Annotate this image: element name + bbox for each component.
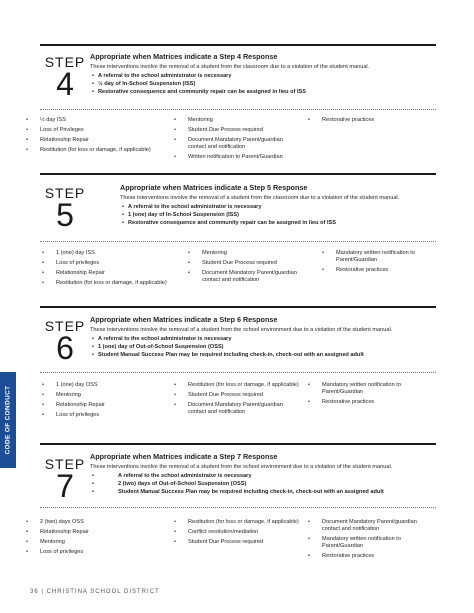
- interventions-col-2: [174, 382, 300, 419]
- intervention-item: • Restorative practices: [308, 117, 436, 124]
- intervention-item: • Relationship Repair: [26, 529, 154, 536]
- interventions-col-3: [322, 250, 436, 277]
- step-title: Appropriate when Matrices indicate a Step 5 Response: [120, 183, 308, 192]
- intervention-item: • Loss of privileges: [42, 412, 168, 419]
- intervention-item: • Student Due Process required: [174, 127, 300, 134]
- requirement-item: • A referral to the school administrator is necessary: [120, 203, 436, 211]
- step-4-content: [90, 52, 436, 96]
- step-number: 4: [56, 66, 74, 102]
- step-7-content: [90, 452, 436, 496]
- intervention-item: • Loss of Privileges: [26, 127, 154, 134]
- requirement-item: • Student Manual Success Plan may be required including check-in, check-out with an assigned adult: [90, 488, 436, 496]
- step-title: Appropriate when Matrices indicate a Step 7 Response: [90, 452, 278, 461]
- step-title: Appropriate when Matrices indicate a Step 4 Response: [90, 52, 278, 61]
- interventions-col-1: [26, 519, 154, 559]
- step-word: STEP: [44, 185, 86, 201]
- step-5-label: [40, 185, 90, 233]
- step-description: These interventions involve the removal of a student from the classroom due to a violation of the student manual.: [120, 195, 400, 201]
- intervention-item: • 1 (one) day OSS: [42, 382, 168, 389]
- intervention-item: • Relationship Repair: [42, 270, 168, 277]
- divider: [40, 109, 436, 110]
- intervention-item: • Restorative practices: [322, 267, 436, 274]
- intervention-item: • Document Mandatory Parent/guardian contact and notification: [308, 519, 436, 533]
- step-requirements: [120, 203, 436, 227]
- code-of-conduct-tab: [0, 372, 16, 468]
- intervention-item: • Loss of privileges: [42, 260, 168, 267]
- step-number: 5: [56, 197, 74, 233]
- step-word: STEP: [44, 456, 86, 472]
- step-4-label: [40, 54, 90, 102]
- step-requirements: [90, 72, 436, 96]
- intervention-item: • Restitution (for loss or damage, if applicable): [174, 519, 300, 526]
- step-5-top-rule: [40, 173, 436, 175]
- interventions-col-3: [308, 519, 436, 563]
- intervention-item: • Student Due Process required: [174, 392, 300, 399]
- requirement-item: • 1 (one) day of In-School Suspension (ISS): [120, 211, 436, 219]
- intervention-item: • Restorative practices: [308, 399, 436, 406]
- requirement-item: • Restorative consequence and community repair can be assigned in lieu of ISS: [120, 219, 436, 227]
- intervention-item: • Mandatory written notification to Parent/Guardian: [322, 250, 436, 264]
- intervention-item: • Restitution (for loss or damage, if applicable): [174, 382, 300, 389]
- step-title: Appropriate when Matrices indicate a Step 6 Response: [90, 315, 278, 324]
- divider: [40, 507, 436, 508]
- interventions-col-3: [308, 117, 436, 127]
- intervention-item: • Restitution (for loss or damage, if applicable): [42, 280, 168, 287]
- requirement-item: • 1 (one) day of Out-of-School Suspension (OSS): [90, 343, 436, 351]
- requirement-item: • ½ day of In-School Suspension (ISS): [90, 80, 436, 88]
- step-requirements: [90, 335, 436, 359]
- intervention-item: • Document Mandatory Parent/guardian contact and notification: [188, 270, 310, 284]
- side-tab-label: CODE OF CONDUCT: [4, 385, 12, 455]
- divider: [40, 372, 436, 373]
- intervention-item: • ½ day ISS: [26, 117, 154, 124]
- interventions-col-3: [308, 382, 436, 409]
- step-6-top-rule: [40, 306, 436, 308]
- intervention-item: • Mandatory written notification to Parent/Guardian: [308, 382, 436, 396]
- intervention-item: • Mandatory written notification to Parent/Guardian: [308, 536, 436, 550]
- step-description: These interventions involve the removal of a student from the school environment due to a violation of the student manual.: [90, 327, 393, 333]
- requirement-item: • A referral to the school administrator is necessary: [90, 472, 436, 480]
- step-word: STEP: [44, 318, 86, 334]
- step-7-top-rule: [40, 443, 436, 445]
- intervention-item: • Relationship Repair: [26, 137, 154, 144]
- intervention-item: • Mentoring: [42, 392, 168, 399]
- requirement-item: • A referral to the school administrator is necessary: [90, 335, 436, 343]
- intervention-item: • Restorative practices: [308, 553, 436, 560]
- intervention-item: • Student Due Process required: [174, 539, 300, 546]
- requirement-item: • 2 (two) days of Out-of-School Suspension (OSS): [90, 480, 436, 488]
- divider: [40, 241, 436, 242]
- interventions-col-1: [42, 250, 168, 290]
- interventions-col-1: [26, 117, 154, 157]
- step-5-content: [120, 183, 436, 227]
- intervention-item: • Mentoring: [26, 539, 154, 546]
- intervention-item: • Conflict resolution/mediation: [174, 529, 300, 536]
- intervention-item: • Mentoring: [174, 117, 300, 124]
- intervention-item: • Mentoring: [188, 250, 310, 257]
- intervention-item: • Student Due Process required: [188, 260, 310, 267]
- intervention-item: • 1 (one) day ISS: [42, 250, 168, 257]
- step-requirements: [90, 472, 436, 496]
- step-word: STEP: [44, 54, 86, 70]
- step-6-label: [40, 318, 90, 366]
- step-7-label: [40, 456, 90, 504]
- interventions-col-2: [174, 117, 300, 164]
- step-4-top-rule: [40, 44, 436, 46]
- intervention-item: • Document Mandatory Parent/guardian contact and notification: [174, 402, 300, 416]
- intervention-item: • Loss of privileges: [26, 549, 154, 556]
- page-footer: 36 | CHRISTINA SCHOOL DISTRICT: [30, 589, 160, 595]
- intervention-item: • Written notification to Parent/Guardian: [174, 154, 300, 161]
- step-description: These interventions involve the removal of a student from the school environment due to a violation of the student manual.: [90, 464, 393, 470]
- intervention-item: • Restitution (for loss or damage, if applicable): [26, 147, 154, 154]
- requirement-item: • A referral to the school administrator is necessary: [90, 72, 436, 80]
- interventions-col-2: [188, 250, 310, 287]
- step-description: These interventions involve the removal of a student from the classroom due to a violation of the student manual.: [90, 64, 370, 70]
- step-number: 6: [56, 330, 74, 366]
- requirement-item: • Restorative consequence and community repair can be assigned in lieu of ISS: [90, 88, 436, 96]
- interventions-col-2: [174, 519, 300, 549]
- interventions-col-1: [42, 382, 168, 422]
- intervention-item: • Document Mandatory Parent/guardian contact and notification: [174, 137, 300, 151]
- intervention-item: • 2 (two) days OSS: [26, 519, 154, 526]
- intervention-item: • Relationship Repair: [42, 402, 168, 409]
- requirement-item: • Student Manual Success Plan may be required including check-in, check-out with an assigned adult: [90, 351, 436, 359]
- step-number: 7: [56, 468, 74, 504]
- step-6-content: [90, 315, 436, 359]
